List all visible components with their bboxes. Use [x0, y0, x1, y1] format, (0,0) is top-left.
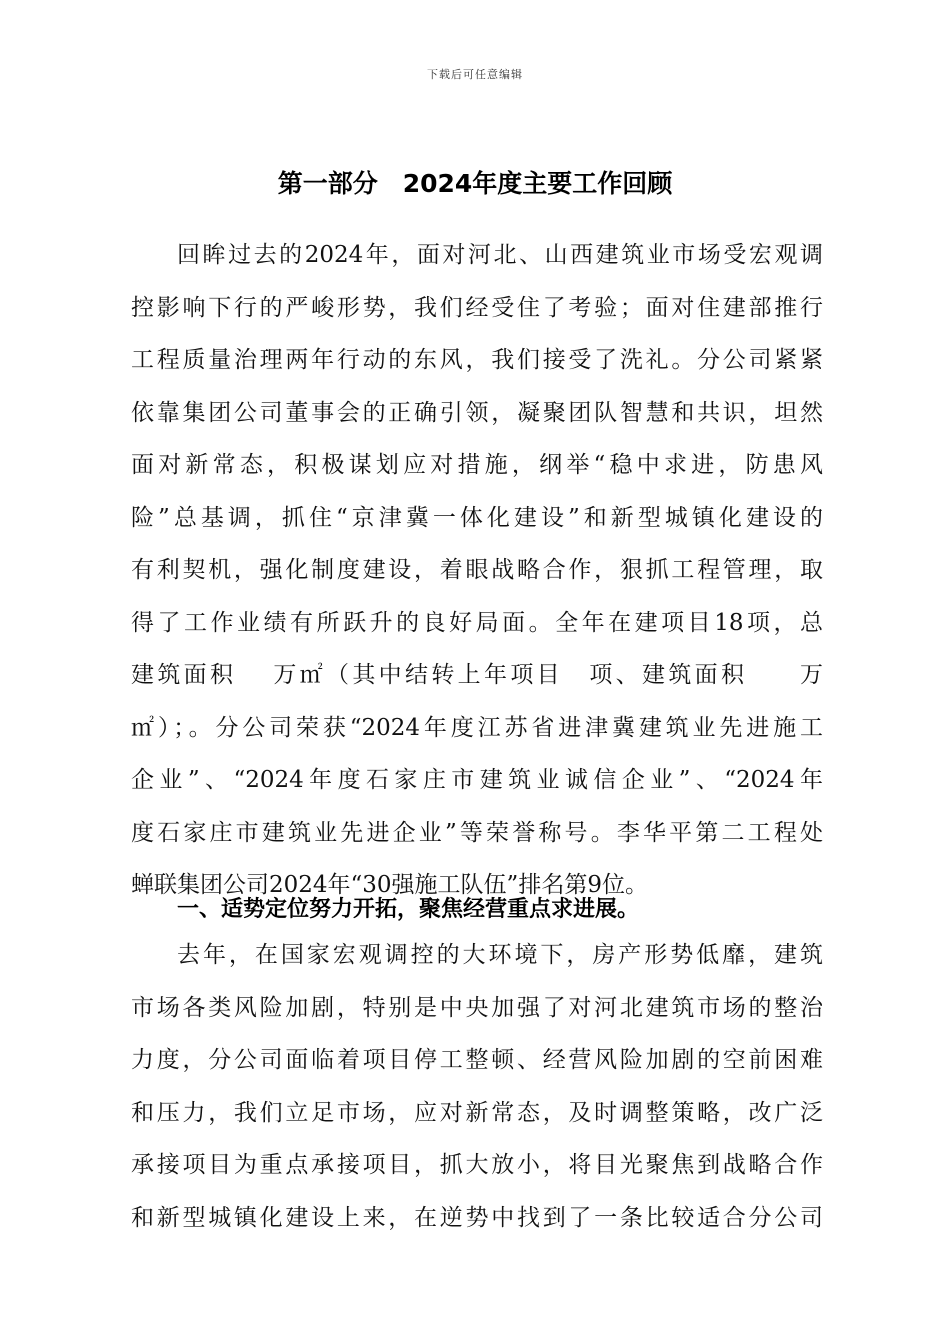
paragraph-1: [131, 229, 823, 912]
paragraph-line: 工程质量治理两年行动的东风，我们接受了洗礼。分公司紧紧: [131, 347, 823, 373]
paragraph-line: 市场各类风险加剧，特别是中央加强了对河北建筑市场的整治: [131, 994, 823, 1021]
paragraph-line: 度石家庄市建筑业先进企业”等荣誉称号。李华平第二工程处: [131, 819, 823, 846]
paragraph-line: 企业”、“2024年度石家庄市建筑业诚信企业”、“2024年: [131, 767, 823, 793]
paragraph-line: 和压力，我们立足市场，应对新常态，及时调整策略，改广泛: [131, 1099, 823, 1126]
paragraph-line: 控影响下行的严峻形势，我们经受住了考验；面对住建部推行: [131, 294, 823, 321]
paragraph-line: 回眸过去的2024年，面对河北、山西建筑业市场受宏观调: [177, 242, 823, 268]
paragraph-line: 去年，在国家宏观调控的大环境下，房产形势低靡，建筑: [177, 942, 823, 968]
paragraph-line: 面对新常态，积极谋划应对措施，纲举“稳中求进，防患风: [131, 452, 823, 478]
paragraph-line: 承接项目为重点承接项目，抓大放小，将目光聚焦到战略合作: [131, 1152, 823, 1178]
page-title: 第一部分 2024年度主要工作回顾: [277, 169, 673, 198]
paragraph-line: 险”总基调，抓住“京津冀一体化建设”和新型城镇化建设的: [131, 504, 823, 531]
paragraph-line: 力度，分公司面临着项目停工整顿、经营风险加剧的空前困难: [131, 1047, 823, 1073]
paragraph-line: 建筑面积 万㎡（其中结转上年项目 项、建筑面积 万: [131, 662, 823, 688]
paragraph-line: 依靠集团公司董事会的正确引领，凝聚团队智慧和共识，坦然: [131, 399, 823, 426]
paragraph-line: 得了工作业绩有所跃升的良好局面。全年在建项目18项，总: [131, 609, 823, 636]
paragraph-line: 蝉联集团公司2024年“30强施工队伍”排名第9位。: [131, 872, 648, 898]
paragraph-line: 和新型城镇化建设上来，在逆势中找到了一条比较适合分公司: [131, 1204, 823, 1231]
paragraph-line: 有利契机，强化制度建设，着眼战略合作，狠抓工程管理，取: [131, 557, 823, 583]
header-note: 下载后可任意编辑: [427, 68, 523, 81]
paragraph-2: [131, 929, 823, 1244]
section-heading: 一、适势定位努力开拓，聚焦经营重点求进展。: [177, 897, 640, 922]
paragraph-line: ㎡）；。分公司荣获“2024年度江苏省进津冀建筑业先进施工: [131, 714, 823, 741]
